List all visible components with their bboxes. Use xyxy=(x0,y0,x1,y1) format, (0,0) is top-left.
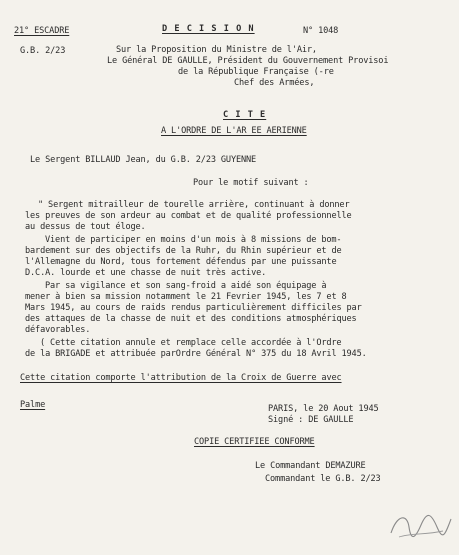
decision-number: N° 1048 xyxy=(303,26,339,36)
unit-line: 21° ESCADRE xyxy=(14,26,70,36)
croix-de-guerre-line: Cette citation comporte l'attribution de la Croix de Guerre avec xyxy=(20,373,342,383)
place-date: PARIS, le 20 Aout 1945 xyxy=(268,404,379,414)
group-line: G.B. 2/23 xyxy=(20,46,66,56)
body-line-10: Mars 1945, au cours de raids rendus particulièrement difficiles par xyxy=(25,303,362,313)
decision-heading: D E C I S I O N xyxy=(162,24,255,34)
authority-line-3: de la République Française (-re xyxy=(178,67,334,77)
recipient-line: Le Sergent BILLAUD Jean, du G.B. 2/23 GUYENNE xyxy=(30,155,257,165)
body-line-4: Vient de participer en moins d'un mois à 8 missions de bom- xyxy=(45,235,342,245)
handwritten-signature xyxy=(385,505,455,545)
body-line-1: " Sergent mitrailleur de tourelle arrière, continuant à donner xyxy=(38,200,350,210)
motif-line: Pour le motif suivant : xyxy=(193,178,309,188)
order-title: A L'ORDRE DE L'AR EE AERIENNE xyxy=(161,126,307,136)
authority-line-1: Sur la Proposition du Ministre de l'Air, xyxy=(116,45,317,55)
body-line-3: au dessus de tout éloge. xyxy=(25,222,146,232)
commandant-line-2: Commandant le G.B. 2/23 xyxy=(265,474,381,484)
body-line-12: défavorables. xyxy=(25,325,91,335)
commandant-line-1: Le Commandant DEMAZURE xyxy=(255,461,366,471)
body-line-9: mener à bien sa mission notamment le 21 Fevrier 1945, les 7 et 8 xyxy=(25,292,347,302)
cite-title: C I T E xyxy=(223,110,267,120)
signed-line: Signé : DE GAULLE xyxy=(268,415,354,425)
body-line-5: bardement sur des objectifs de la Ruhr, du Rhin supérieur et de xyxy=(25,246,342,256)
body-line-13: ( Cette citation annule et remplace celle accordée à l'Ordre xyxy=(40,338,342,348)
body-line-7: D.C.A. lourde et une chasse de nuit très active. xyxy=(25,268,267,278)
palme-line: Palme xyxy=(20,400,46,410)
body-line-11: des attaques de la chasse de nuit et des conditions atmosphériques xyxy=(25,314,357,324)
body-line-8: Par sa vigilance et son sang-froid a aidé son équipage à xyxy=(45,281,327,291)
copie-conforme-title: COPIE CERTIFIEE CONFORME xyxy=(194,437,315,447)
body-line-14: de la BRIGADE et attribuée parOrdre Général N° 375 du 18 Avril 1945. xyxy=(25,349,367,359)
body-line-6: l'Allemagne du Nord, tous fortement défendus par une puissante xyxy=(25,257,337,267)
authority-line-4: Chef des Armées, xyxy=(234,78,315,88)
authority-line-2: Le Général DE GAULLE, Président du Gouvernement Provisoi xyxy=(107,56,389,66)
body-line-2: les preuves de son ardeur au combat et de qualité professionnelle xyxy=(25,211,352,221)
